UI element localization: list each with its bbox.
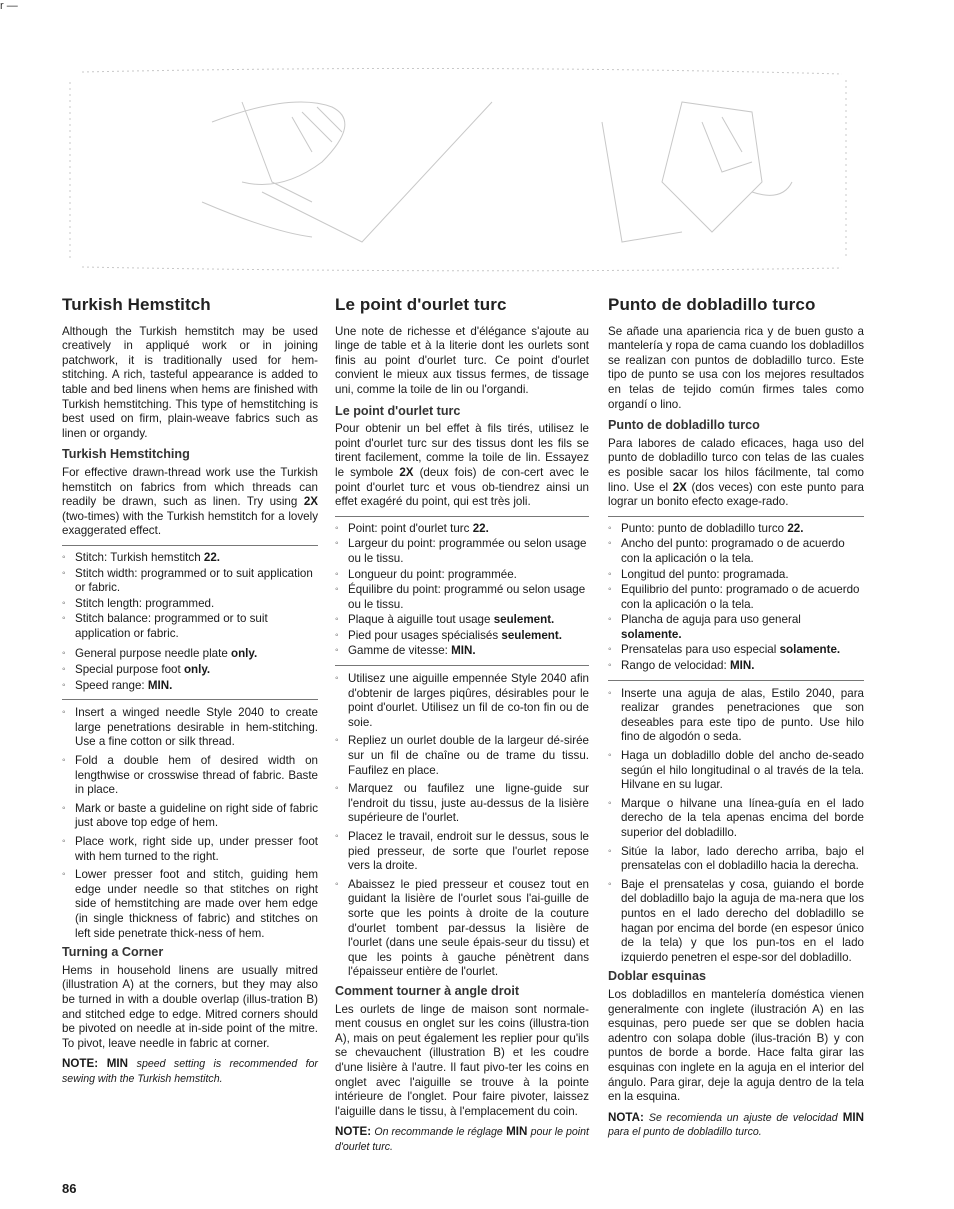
- english-intro: Although the Turkish hemstitch may be used creatively in appliqué work or in joining patchwork, it is traditionally used for hem-stitching. A rich, tasteful appearance is added to table and bed linens when hems are finished with Turkish hemstitching. This type of hemstitching is best used on firm, plain-weave fabrics such as linen or organdy.: [62, 324, 318, 440]
- page-number: 86: [62, 1181, 77, 1196]
- list-item: ◦ Stitch width: programmed or to suit application or fabric.: [62, 567, 318, 596]
- english-settings-list: [62, 545, 318, 693]
- spanish-settings-list: [608, 516, 864, 674]
- list-item: ◦ Longueur du point: programmée.: [335, 568, 589, 583]
- list-item: ◦ Utilisez une aiguille empennée Style 2040 afin d'obtenir de larges piqûres, désirables pour le point d'ourlet. Utilisez un fil de co-ton fin ou de soie.: [335, 672, 589, 730]
- list-item: ◦ Haga un dobladillo doble del ancho de-seado según el hilo longitudinal o al través de la tela. Hilvane en su lugar.: [608, 749, 864, 793]
- spanish-column: [608, 295, 865, 1146]
- list-item: ◦ Mark or baste a guideline on right side of fabric just above top edge of hem.: [62, 802, 318, 831]
- spanish-steps-list: [608, 680, 864, 966]
- spanish-note: NOTA: Se recomienda un ajuste de velocidad MIN para el punto de dobladillo turco.: [608, 1110, 865, 1139]
- list-item: ◦ Longitud del punto: programada.: [608, 568, 864, 583]
- list-item: ◦ Punto: punto de dobladillo turco 22.: [608, 522, 864, 537]
- english-column: [62, 295, 318, 1093]
- french-title: Le point d'ourlet turc: [335, 295, 507, 314]
- list-item: ◦ Marquez ou faufilez une ligne-guide sur l'endroit du tissu, juste au-dessus de la lisière supérieure de l'ourlet.: [335, 782, 589, 826]
- french-column: [335, 295, 589, 1160]
- french-paragraph-corner: Les ourlets de linge de maison sont normale-ment cousus en onglet sur les coins (illustra-tion A), mais on peut également les replier pour qu'ils se chevauchent (illustration B) et les coudre d'une lisière à l'autre. Il faut pivo-ter les coins en onglet avec l'aiguille se trouve à la pointe intérieure de l'onglet. Pour faire pivoter, laissez l'aiguille dans le tissu, à l'emplacement du coin.: [335, 1002, 589, 1118]
- english-note: NOTE: MIN speed setting is recommended for sewing with the Turkish hemstitch.: [62, 1057, 318, 1085]
- french-subheading-hemstitching: Le point d'ourlet turc: [335, 403, 461, 418]
- list-item: ◦ Repliez un ourlet double de la largeur dé-sirée sur un fil de chaîne ou de trame du tissu. Faufilez en place.: [335, 734, 589, 778]
- french-note: NOTE: On recommande le réglage MIN pour le point d'ourlet turc.: [335, 1125, 589, 1153]
- list-item: ◦ Sitúe la labor, lado derecho arriba, bajo el prensatelas con el dobladillo hacia la derecha.: [608, 845, 864, 874]
- list-item: ◦ General purpose needle plate only.: [62, 647, 318, 662]
- list-item: ◦ Point: point d'ourlet turc 22.: [335, 522, 589, 537]
- list-item: ◦ Plaque à aiguille tout usage seulement.: [335, 613, 589, 628]
- list-item: ◦ Inserte una aguja de alas, Estilo 2040, para realizar grandes penetraciones que son deseables para este tipo de punto. Use hilo fino de algodón o seda.: [608, 687, 864, 745]
- spanish-subheading-hemstitching: Punto de dobladillo turco: [608, 418, 760, 433]
- english-subheading-corner: Turning a Corner: [62, 945, 164, 960]
- spanish-paragraph-corner: Los dobladillos en mantelería doméstica vienen generalmente con inglete (ilustración A) en las esquinas, pero puede ser que se doblen hacia adentro con solapa doble (ilus-tración B) y con puntos de borde a borde. Hace falta girar las esquinas con inglete en la aguja en el interior del ángulo. Para girar, deje la aguja dentro de la tela en la esquina.: [608, 987, 864, 1104]
- list-item: ◦ Baje el prensatelas y cosa, guiando el borde del dobladillo bajo la aguja de ma-nera que los puntos en el lado derecho del dobladillo se hagan por encima del borde (en espesor único de la tela) y que los pun-tos en el lado izquierdo penetren el espe-sor del dobladillo.: [608, 878, 864, 966]
- list-item: ◦ Prensatelas para uso especial solamente.: [608, 643, 864, 658]
- list-item: ◦ Équilibre du point: programmé ou selon usage ou le tissu.: [335, 583, 589, 612]
- corner-mark: r —: [0, 0, 18, 12]
- list-item: ◦ Plancha de aguja para uso general solamente.: [608, 613, 864, 642]
- list-item: ◦ Fold a double hem of desired width on lengthwise or crosswise thread of fabric. Baste in place.: [62, 754, 318, 798]
- list-item: ◦ Stitch length: programmed.: [62, 597, 318, 612]
- spanish-subheading-corner: Doblar esquinas: [608, 969, 706, 984]
- list-item: ◦ Pied pour usages spécialisés seulement.: [335, 629, 589, 644]
- french-subheading-corner: Comment tourner à angle droit: [335, 983, 520, 998]
- list-item: ◦ Gamme de vitesse: MIN.: [335, 644, 589, 659]
- list-item: ◦ Speed range: MIN.: [62, 679, 318, 694]
- english-paragraph-drawn-thread: For effective drawn-thread work use the Turkish hemstitch on fabrics from which threads can readily be drawn, such as linen. Try using 2X (two-times) with the Turkish hemstitch for a lovely exaggerated effect.: [62, 465, 318, 538]
- list-item: ◦ Special purpose foot only.: [62, 663, 318, 678]
- spanish-intro: Se añade una apariencia rica y de buen gusto a mantelería y ropa de cama cuando los dobladillos se realizan con puntos de dobladillo turco. Este tipo de punto se usa con los mejores resultados en telas de tejido común firmes tales como organdí o lino.: [608, 324, 864, 411]
- list-item: ◦ Ancho del punto: programado o de acuerdo con la aplicación o la tela.: [608, 537, 864, 566]
- list-item: ◦ Stitch balance: programmed or to suit application or fabric.: [62, 612, 318, 641]
- english-title: Turkish Hemstitch: [62, 295, 211, 314]
- spanish-title: Punto de dobladillo turco: [608, 295, 816, 314]
- list-item: ◦ Insert a winged needle Style 2040 to create large penetrations desirable in hem-stitching. Use a fine cotton or silk thread.: [62, 706, 318, 750]
- list-item: ◦ Placez le travail, endroit sur le dessus, sous le pied presseur, de sorte que l'ourlet repose vers la droite.: [335, 830, 589, 874]
- list-item: ◦ Stitch: Turkish hemstitch 22.: [62, 551, 318, 566]
- list-item: ◦ Place work, right side up, under presser foot with hem turned to the right.: [62, 835, 318, 864]
- list-item: ◦ Rango de velocidad: MIN.: [608, 659, 864, 674]
- english-steps-list: [62, 699, 318, 941]
- french-settings-list: [335, 516, 589, 659]
- french-paragraph-drawn-thread: Pour obtenir un bel effet à fils tirés, utilisez le point d'ourlet turc sur des tissus dont les fils se tirent facilement, comme la toile de lin. Essayez le symbole 2X (deux fois) de con-cert avec le point d'ourlet turc et vous ob-tiendrez ainsi un effet exagéré du point, qui est très joli.: [335, 422, 589, 509]
- french-steps-list: [335, 665, 589, 980]
- list-item: ◦ Largeur du point: programmée ou selon usage ou le tissu.: [335, 537, 589, 566]
- hemstitch-illustration: [62, 62, 852, 280]
- list-item: ◦ Abaissez le pied presseur et cousez tout en guidant la lisière de l'ourlet sous l'ai-guille de sorte que les points à droite de la couture d'ourlet tombent par-dessus la lisière de l'ourlet (dans une seule épais-seur du tissu) et que les points à gauche pénètrent dans l'épaisseur entière de l'ourlet.: [335, 878, 589, 980]
- english-paragraph-corner: Hems in household linens are usually mitred (illustration A) at the corners, but they may also be turned in with a double overlap (illus-tration B) and stitched edge to edge. Mitred corners should be pivoted on needle at in-side point of the mitre. To pivot, leave needle in fabric at corner.: [62, 963, 318, 1050]
- list-item: ◦ Marque o hilvane una línea-guía en el lado derecho de la tela apenas encima del borde superior del dobladillo.: [608, 797, 864, 841]
- list-item: ◦ Equilibrio del punto: programado o de acuerdo con la aplicación o la tela.: [608, 583, 864, 612]
- english-subheading-hemstitching: Turkish Hemstitching: [62, 447, 190, 462]
- french-intro: Une note de richesse et d'élégance s'ajoute au linge de table et à la literie dont les ourlets sont finis au point d'ourlet turc. Ce point d'ourlet convient le mieux aux tissus fermes, de tissage uni, comme la toile de lin ou l'organdi.: [335, 324, 589, 396]
- spanish-paragraph-drawn-thread: Para labores de calado eficaces, haga uso del punto de dobladillo turco con telas de las cuales es posible sacar los hilos fácilmente, tal como lino. Use el 2X (dos veces) con este punto para lograr un bonito efecto exage-rado.: [608, 436, 864, 509]
- list-item: ◦ Lower presser foot and stitch, guiding hem edge under needle so that stitches on right side of hemstitching are made over hem edge (in single thickness of fabric) and stitches on left side penetrate thick-ness of hem.: [62, 868, 318, 941]
